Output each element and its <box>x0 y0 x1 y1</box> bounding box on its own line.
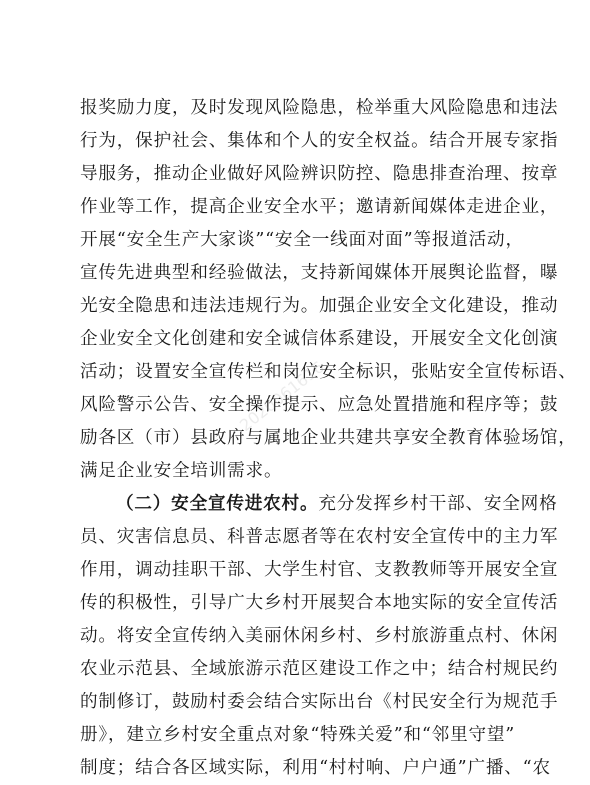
text-line: 作业等工作，提高企业安全水平；邀请新闻媒体走进企业， <box>80 197 559 217</box>
text-line: 农业示范县、全域旅游示范区建设工作之中；结合村规民约 <box>80 659 559 679</box>
text-line: 导服务，推动企业做好风险辨识防控、隐患排查治理、按章 <box>80 164 559 184</box>
watermark: 2020061616 <box>236 357 328 435</box>
text-line: 开展“安全生产大家谈”“安全一线面对面”等报道活动， <box>80 230 524 250</box>
text-line: 制度；结合各区域实际，利用“村村响、户户通”广播、“农 <box>80 758 551 778</box>
text-line: 宣传先进典型和经验做法，支持新闻媒体开展舆论监督，曝 <box>80 263 559 283</box>
text-span: 充分发挥乡村干部、安全网格 <box>318 494 558 514</box>
document-body <box>80 92 577 785</box>
text-line: 传的积极性，引导广大乡村开展契合本地实际的安全宣传活 <box>80 593 559 613</box>
text-line: 的制修订，鼓励村委会结合实际出台《村民安全行为规范手 <box>80 692 559 712</box>
text-line-first <box>80 488 558 521</box>
text-line: 活动；设置安全宣传栏和岗位安全标识，张贴安全宣传标语、 <box>80 362 577 382</box>
section-heading: （二）安全宣传进农村。 <box>116 494 319 514</box>
paragraph-enterprise <box>80 92 577 488</box>
text-line: 励各区（市）县政府与属地企业共建共享安全教育体验场馆， <box>80 428 577 448</box>
text-line: 作用，调动挂职干部、大学生村官、支教教师等开展安全宣 <box>80 560 559 580</box>
text-line: 动。将安全宣传纳入美丽休闲乡村、乡村旅游重点村、休闲 <box>80 626 559 646</box>
text-line: 风险警示公告、安全操作提示、应急处置措施和程序等；鼓 <box>80 395 559 415</box>
text-line: 册》，建立乡村安全重点对象“特殊关爱”和“邻里守望” <box>80 725 516 745</box>
text-line: 行为，保护社会、集体和个人的安全权益。结合开展专家指 <box>80 131 559 151</box>
text-line: 企业安全文化创建和安全诚信体系建设，开展安全文化创演 <box>80 329 559 349</box>
paragraph-rural <box>80 488 559 785</box>
text-line: 满足企业安全培训需求。 <box>80 461 283 481</box>
text-line: 光安全隐患和违法违规行为。加强企业安全文化建设，推动 <box>80 296 559 316</box>
text-line: 报奖励力度，及时发现风险隐患，检举重大风险隐患和违法 <box>80 98 559 118</box>
text-line: 员、灾害信息员、科普志愿者等在农村安全宣传中的主力军 <box>80 527 559 547</box>
